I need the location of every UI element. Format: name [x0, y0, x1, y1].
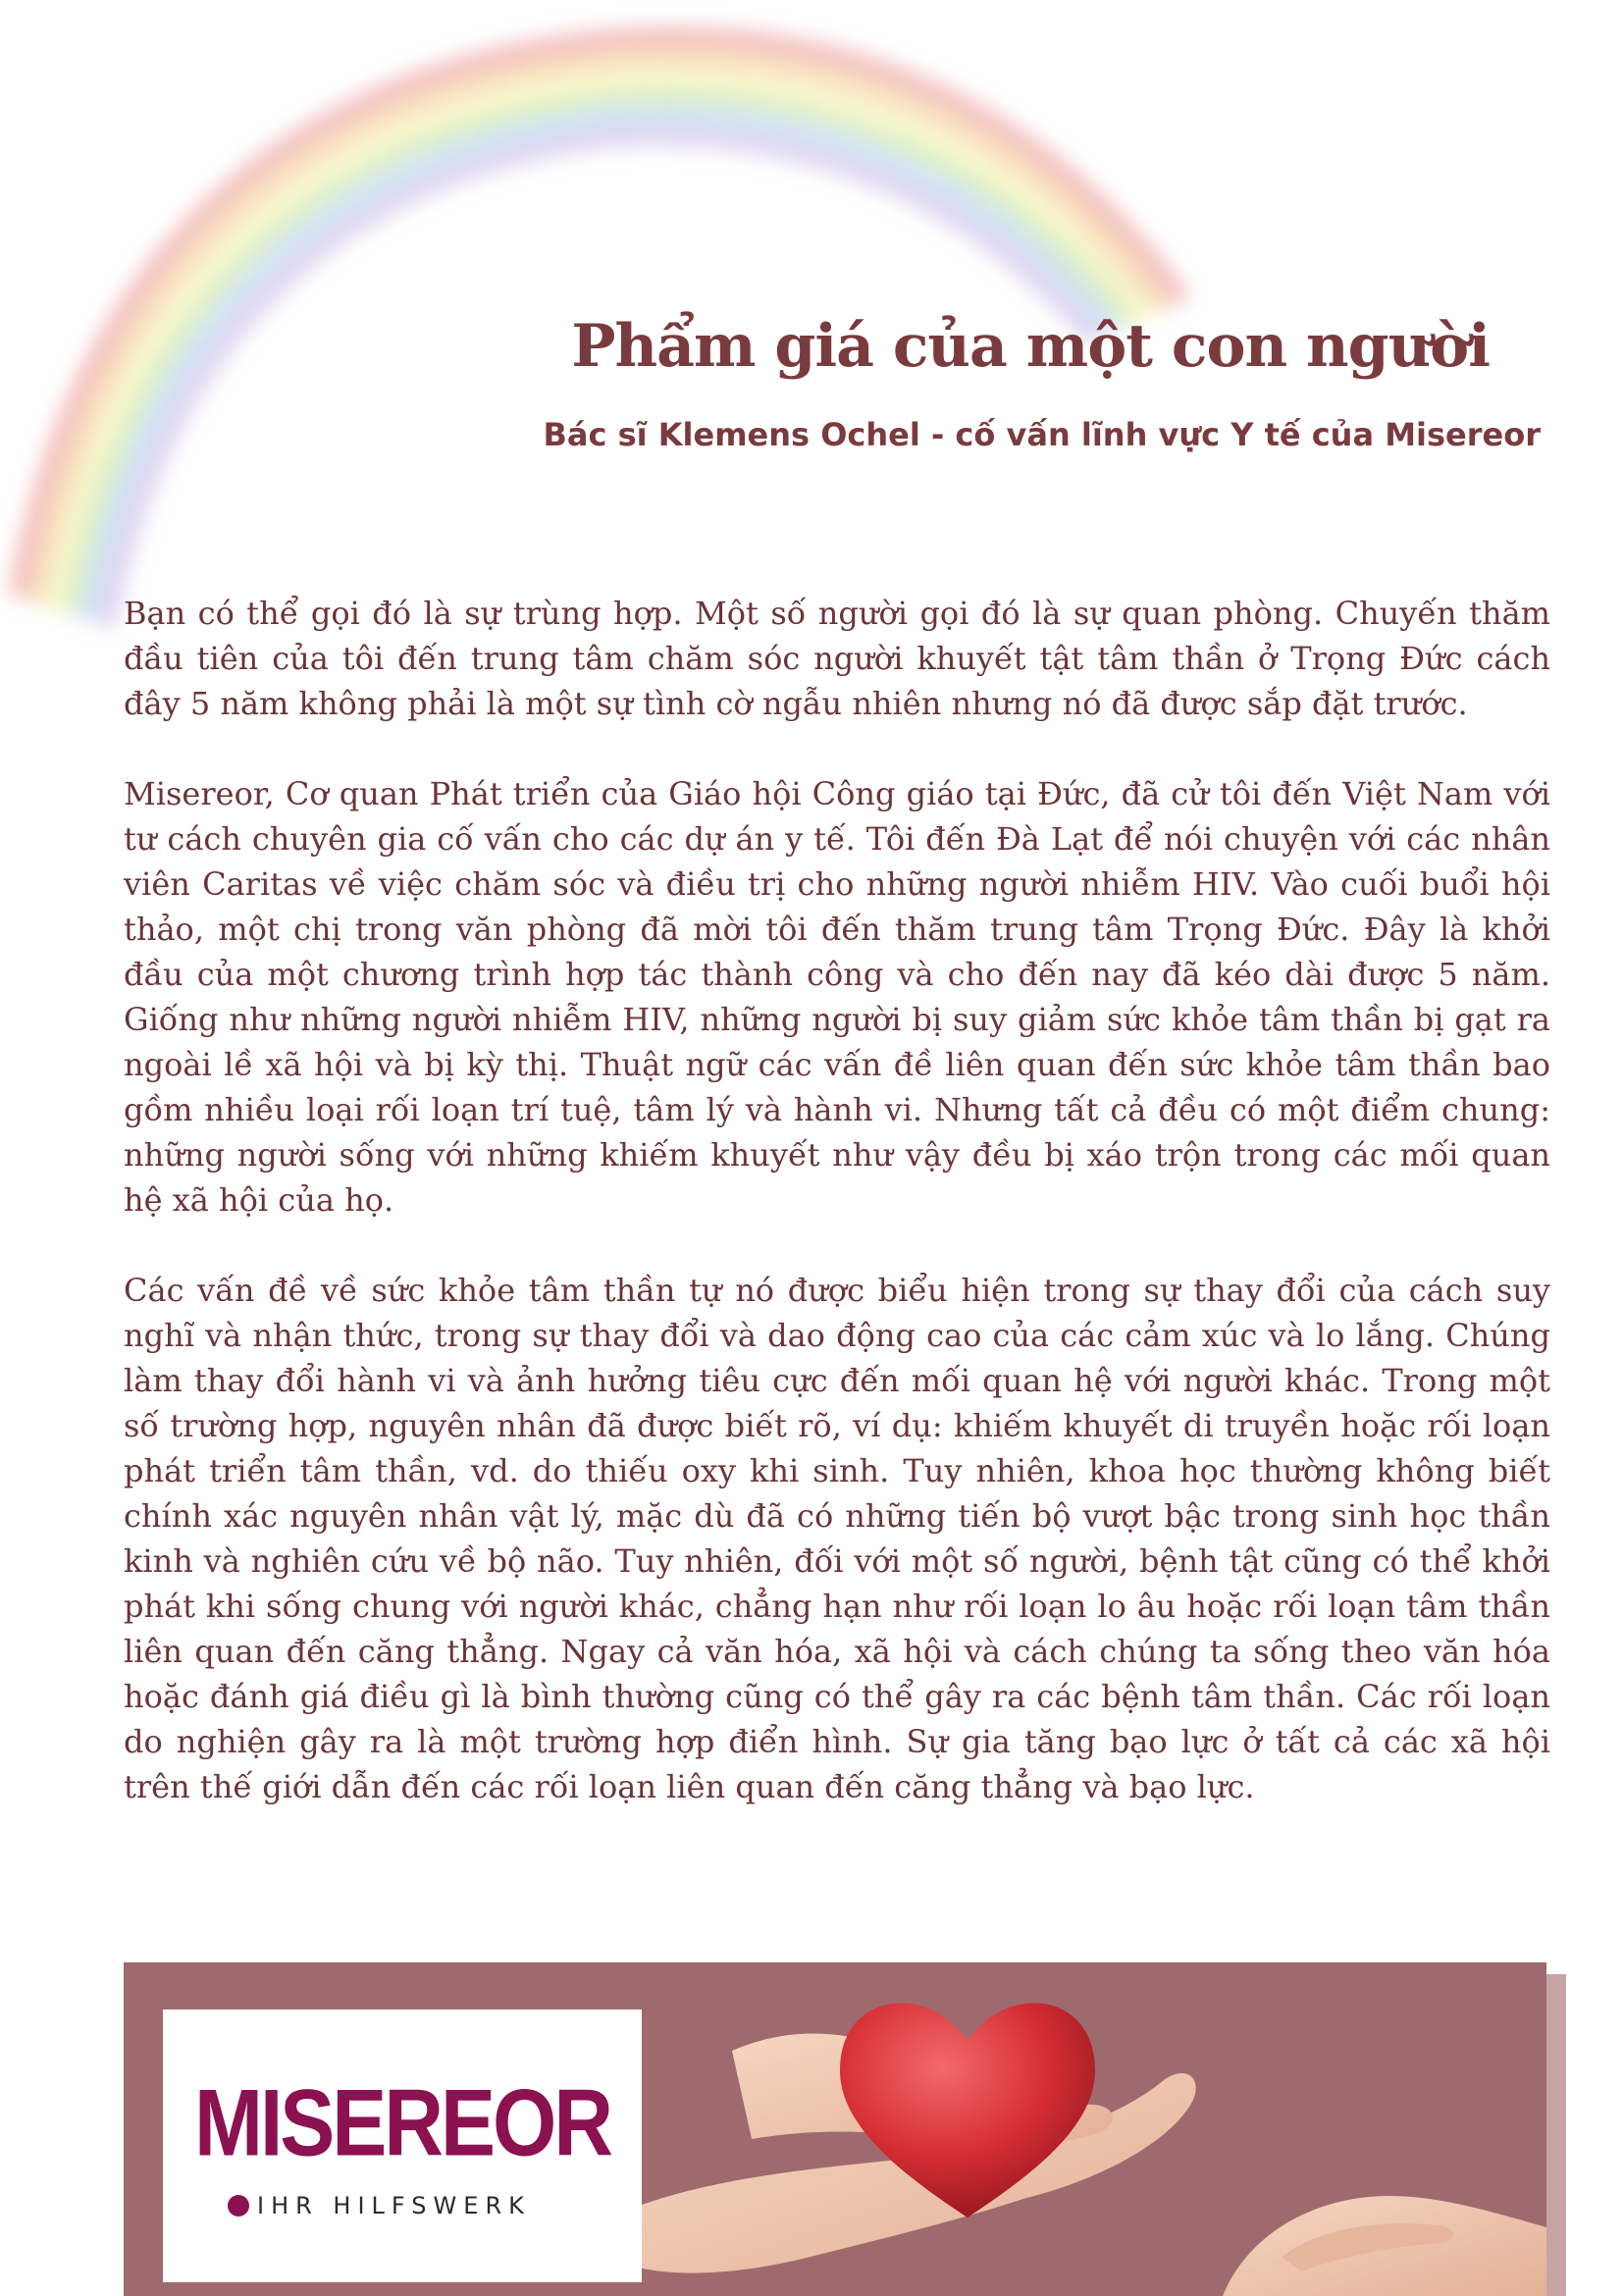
author-subtitle: Bác sĩ Klemens Ochel - cố vấn lĩnh vực Y tế của Misereor — [543, 416, 1541, 453]
paragraph: Các vấn đề về sức khỏe tâm thần tự nó được biểu hiện trong sự thay đổi của cách suy nghĩ và nhận thức, trong sự thay đổi và dao động cao của các cảm xúc và lo lắng. Chúng làm thay đổi hành vi và ảnh hưởng tiêu cực đến mối quan hệ với người khác. Trong một số trường hợp, nguyên nhân đã được biết rõ, ví dụ: khiếm khuyết di truyền hoặc rối loạn phát triển tâm thần, vd. do thiếu oxy khi sinh. Tuy nhiên, khoa học thường không biết chính xác nguyên nhân vật lý, mặc dù đã có những tiến bộ vượt bậc trong sinh học thần kinh và nghiên cứu về bộ não. Tuy nhiên, đối với một số người, bệnh tật cũng có thể khởi phát khi sống chung với người khác, chẳng hạn như rối loạn lo âu hoặc rối loạn tâm thần liên quan đến căng thẳng. Ngay cả văn hóa, xã hội và cách chúng ta sống theo văn hóa hoặc đánh giá điều gì là bình thường cũng có thể gây ra các bệnh tâm thần. Các rối loạn do nghiện gây ra là một trường hợp điển hình. Sự gia tăng bạo lực ở tất cả các xã hội trên thế giới dẫn đến các rối loạn liên quan đến căng thẳng và bạo lực. — [124, 1272, 1550, 1805]
logo-wordmark: MISEREOR — [193, 2069, 611, 2176]
footer-banner — [124, 1962, 1546, 2296]
misereor-logo — [163, 2009, 642, 2282]
page-title: Phẩm giá của một con người — [571, 312, 1490, 381]
logo-tagline: IHR HILFSWERK — [257, 2192, 531, 2219]
paragraph: Misereor, Cơ quan Phát triển của Giáo hội Công giáo tại Đức, đã cử tôi đến Việt Nam với tư cách chuyên gia cố vấn cho các dự án y tế. Tôi đến Đà Lạt để nói chuyện với các nhân viên Caritas về việc chăm sóc và điều trị cho những người nhiễm HIV. Vào cuối buổi hội thảo, một chị trong văn phòng đã mời tôi đến thăm trung tâm Trọng Đức. Đây là khởi đầu của một chương trình hợp tác thành công và cho đến nay đã kéo dài được 5 năm. Giống như những người nhiễm HIV, những người bị suy giảm sức khỏe tâm thần bị gạt ra ngoài lề xã hội và bị kỳ thị. Thuật ngữ các vấn đề liên quan đến sức khỏe tâm thần bao gồm nhiều loại rối loạn trí tuệ, tâm lý và hành vi. Nhưng tất cả đều có một điểm chung: những người sống với những khiếm khuyết như vậy đều bị xáo trộn trong các mối quan hệ xã hội của họ. — [124, 775, 1550, 1219]
logo-dot-icon — [228, 2195, 249, 2217]
article-body — [124, 591, 1550, 1854]
paragraph: Bạn có thể gọi đó là sự trùng hợp. Một số người gọi đó là sự quan phòng. Chuyến thăm đầu tiên của tôi đến trung tâm chăm sóc người khuyết tật tâm thần ở Trọng Đức cách đây 5 năm không phải là một sự tình cờ ngẫu nhiên nhưng nó đã được sắp đặt trước. — [124, 595, 1550, 722]
